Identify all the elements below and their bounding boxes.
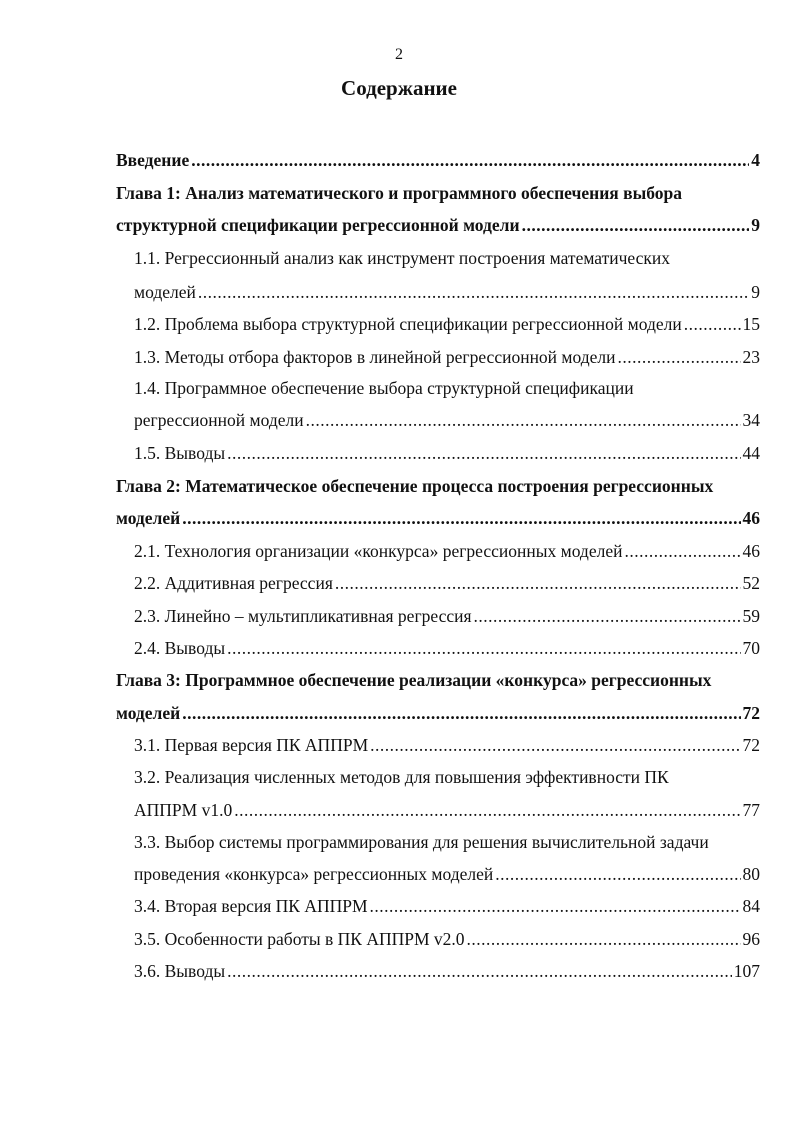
toc-entry-page: 77: [742, 800, 760, 820]
toc-entry-page: 9: [751, 282, 760, 302]
toc-chapter-1-line1[interactable]: Глава 1: Анализ математического и программного обеспечения выбора: [116, 183, 682, 203]
page-number: 2: [395, 46, 403, 63]
toc-entry-label: моделей: [134, 282, 196, 302]
toc-entry-label: регрессионной модели: [134, 410, 304, 430]
toc-chapter-2-line1[interactable]: Глава 2: Математическое обеспечение процесса построения регрессионных: [116, 476, 714, 496]
toc-entry-label: 2.2. Аддитивная регрессия: [134, 573, 333, 593]
toc-entry-section-2-4[interactable]: [134, 638, 760, 659]
toc-entry-label: АППРМ v1.0: [134, 800, 233, 820]
toc-leader-dots: [684, 314, 741, 335]
toc-leader-dots: [467, 929, 741, 950]
toc-entry-section-2-1[interactable]: [134, 541, 760, 562]
toc-entry-label: 2.1. Технология организации «конкурса» регрессионных моделей: [134, 541, 623, 561]
toc-entry-page: 70: [742, 638, 760, 658]
toc-entry-page: 107: [733, 961, 760, 981]
toc-entry-section-1-1[interactable]: [134, 282, 760, 303]
toc-entry-label: 2.4. Выводы: [134, 638, 226, 658]
toc-section-1-4-line1[interactable]: 1.4. Программное обеспечение выбора структурной спецификации: [134, 378, 634, 398]
toc-leader-dots: [495, 864, 740, 885]
toc-entry-label: 3.5. Особенности работы в ПК АППРМ v2.0: [134, 929, 465, 949]
toc-entry-page: 59: [742, 606, 760, 626]
toc-entry-label: 3.6. Выводы: [134, 961, 226, 981]
toc-entry-page: 72: [742, 703, 760, 723]
toc-section-3-2-line1[interactable]: 3.2. Реализация численных методов для повышения эффективности ПК: [134, 767, 669, 787]
toc-leader-dots: [182, 508, 740, 529]
toc-section-3-3-line1[interactable]: 3.3. Выбор системы программирования для решения вычислительной задачи: [134, 832, 709, 852]
toc-entry-section-3-1[interactable]: [134, 735, 760, 756]
toc-entry-label: моделей: [116, 508, 181, 528]
toc-entry-section-3-3[interactable]: [134, 864, 760, 885]
toc-entry-section-3-2[interactable]: [134, 800, 760, 821]
toc-entry-page: 44: [742, 443, 760, 463]
toc-leader-dots: [335, 573, 741, 594]
toc-leader-dots: [182, 703, 740, 724]
toc-leader-dots: [191, 150, 749, 171]
toc-leader-dots: [306, 410, 741, 431]
toc-entry-section-1-2[interactable]: [134, 314, 760, 335]
toc-entry-label: 3.4. Вторая версия ПК АППРМ: [134, 896, 368, 916]
toc-leader-dots: [522, 215, 750, 236]
toc-entry-chapter-2[interactable]: [116, 508, 760, 529]
toc-entry-chapter-3[interactable]: [116, 703, 760, 724]
toc-title: Содержание: [341, 76, 457, 100]
toc-entry-intro[interactable]: [116, 150, 760, 171]
toc-leader-dots: [227, 443, 740, 464]
toc-entry-section-1-3[interactable]: [134, 347, 760, 368]
toc-entry-section-3-5[interactable]: [134, 929, 760, 950]
toc-leader-dots: [370, 735, 740, 756]
toc-entry-label: структурной спецификации регрессионной модели: [116, 215, 520, 235]
toc-entry-page: 96: [742, 929, 760, 949]
toc-chapter-3-line1[interactable]: Глава 3: Программное обеспечение реализации «конкурса» регрессионных: [116, 670, 712, 690]
toc-entry-page: 46: [742, 508, 760, 528]
toc-entry-section-2-2[interactable]: [134, 573, 760, 594]
toc-entry-page: 72: [742, 735, 760, 755]
toc-leader-dots: [474, 606, 741, 627]
toc-entry-page: 9: [751, 215, 760, 235]
toc-entry-label: 1.5. Выводы: [134, 443, 226, 463]
toc-entry-label: 1.3. Методы отбора факторов в линейной регрессионной модели: [134, 347, 616, 367]
toc-entry-page: 23: [742, 347, 760, 367]
toc-entry-label: 3.1. Первая версия ПК АППРМ: [134, 735, 369, 755]
toc-entry-section-3-6[interactable]: [134, 961, 760, 982]
toc-entry-label: 2.3. Линейно – мультипликативная регрессия: [134, 606, 472, 626]
toc-entry-page: 15: [742, 314, 760, 334]
toc-entry-label: проведения «конкурса» регрессионных моделей: [134, 864, 494, 884]
toc-leader-dots: [198, 282, 749, 303]
toc-entry-page: 34: [742, 410, 760, 430]
toc-entry-page: 46: [742, 541, 760, 561]
toc-entry-page: 52: [742, 573, 760, 593]
toc-leader-dots: [234, 800, 740, 821]
toc-entry-page: 4: [751, 150, 760, 170]
toc-leader-dots: [227, 638, 740, 659]
toc-entry-page: 84: [742, 896, 760, 916]
toc-entry-label: моделей: [116, 703, 181, 723]
toc-entry-section-1-5[interactable]: [134, 443, 760, 464]
toc-leader-dots: [618, 347, 741, 368]
toc-entry-section-3-4[interactable]: [134, 896, 760, 917]
toc-entry-section-2-3[interactable]: [134, 606, 760, 627]
toc-entry-label: Введение: [116, 150, 190, 170]
toc-entry-chapter-1[interactable]: [116, 215, 760, 236]
toc-section-1-1-line1[interactable]: 1.1. Регрессионный анализ как инструмент построения математических: [134, 248, 671, 268]
toc-leader-dots: [370, 896, 741, 917]
toc-entry-label: 1.2. Проблема выбора структурной спецификации регрессионной модели: [134, 314, 682, 334]
toc-entry-page: 80: [742, 864, 760, 884]
toc-entry-section-1-4[interactable]: [134, 410, 760, 431]
toc-leader-dots: [624, 541, 740, 562]
toc-leader-dots: [227, 961, 732, 982]
